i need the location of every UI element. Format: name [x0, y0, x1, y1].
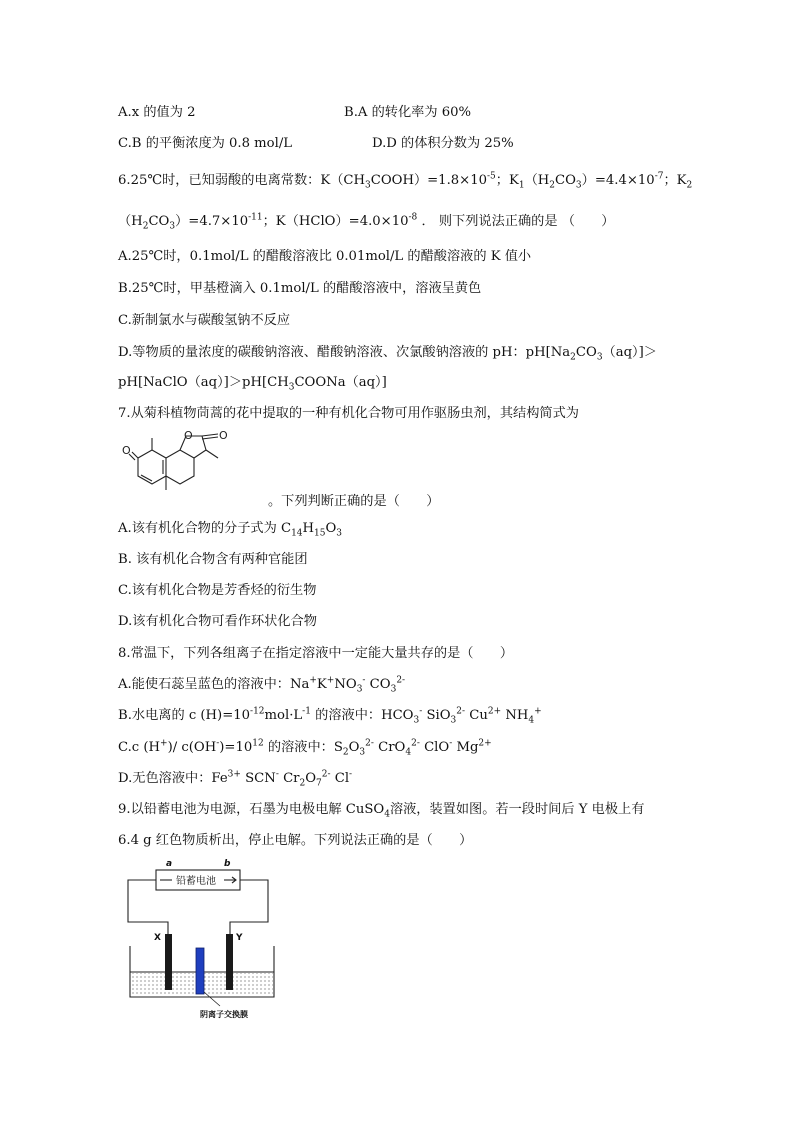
electrode-x	[165, 934, 172, 990]
q7-option-d: D.该有机化合物可看作环状化合物	[118, 614, 317, 629]
terminal-b-label: b	[224, 859, 231, 869]
battery-label: 铅蓄电池	[176, 876, 216, 887]
q7-option-c: C.该有机化合物是芳香烃的衍生物	[118, 583, 317, 598]
q8-option-b: B.水电离的 c $(H)=10^{-12}mol\cdot L^{-1}$ 的溶液中：$HCO_3^-$ SiO$_3^{2-}$ $Cu^{2+}$ $NH_4^+$	[118, 706, 542, 726]
anion-exchange-membrane	[196, 948, 204, 994]
electrode-x-label: X	[154, 933, 161, 943]
molecule-structure	[122, 428, 272, 508]
q7-option-b: B. 该有机化合物含有两种官能团	[118, 552, 308, 567]
q9-stem-line2: 6.4 g 红色物质析出，停止电解。下列说法正确的是（ ）	[118, 833, 473, 848]
molecule-o-left: O	[122, 444, 131, 457]
q6-option-c: C.新制氯水与碳酸氢钠不反应	[118, 313, 291, 328]
q5-option-b: B.A 的转化率为 60%	[344, 105, 472, 120]
molecule-o-carbonyl: O	[219, 429, 228, 442]
q8-option-a: A.能使石蕊呈蓝色的溶液中：$Na^+K^+NO_3^-$ $CO_3^{2-}$	[118, 675, 406, 695]
q9-stem-line1: 9.以铅蓄电池为电源，石墨为电极电解 CuSO$_4$溶液，装置如图。若一段时间后 Y 电极上有	[118, 802, 645, 820]
q7-stem-tail: 。下列判断正确的是（ ）	[268, 494, 440, 509]
q7-option-a: A.该有机化合物的分子式为 $C_{14}H_{15}O_3$	[118, 521, 343, 539]
electrode-y	[226, 934, 233, 990]
q8-option-d: D.无色溶液中：$Fe^{3+}$ SCN- $Cr_2O_7^{2-}$ Cl-	[118, 769, 353, 789]
q5-option-a: A.x 的值为 2	[118, 105, 196, 120]
q6-option-a: A.25℃时，0.1mol/L 的醋酸溶液比 0.01mol/L 的醋酸溶液的 K 值小	[118, 249, 532, 264]
q6-stem-line1: 6.25℃时，已知弱酸的电离常数：$K(CH_3COOH)=1.8\times 10^{-5}$；$K_1(H_2CO_3)=4.4\times 10^{-7}$；$K_2$	[118, 171, 693, 191]
q6-option-d-line2: $pH[NaClO(aq)]>pH[CH_3COONa(aq)]$	[118, 375, 387, 393]
molecule-o-ring: O	[184, 429, 193, 442]
q7-stem: 7.从菊科植物茼蒿的花中提取的一种有机化合物可用作驱肠虫剂，其结构简式为	[118, 406, 579, 421]
q8-option-c: C.c (H+)/ $c(OH^-)=10^{12}$ 的溶液中：$S_2O_3^{2-}$ CrO$_4^{2-}$ ClO- $Mg^{2+}$	[118, 738, 492, 758]
q6-option-b: B.25℃时，甲基橙滴入 0.1mol/L 的醋酸溶液中，溶液呈黄色	[118, 281, 482, 296]
q6-option-d-line1: D.等物质的量浓度的碳酸钠溶液、醋酸钠溶液、次氯酸钠溶液的 pH：$pH[Na_2CO_3(aq)]>$	[118, 345, 657, 363]
electrolysis-diagram	[120, 852, 290, 1022]
q6-stem-line2: $(H_2CO_3)=4.7\times 10^{-11}$；$K(HClO)=4.0\times 10^{-8}$ ． 则下列说法正确的是 （ ）	[118, 212, 615, 232]
membrane-label: 阴离子交换膜	[200, 1010, 248, 1019]
q5-option-d: D.D 的体积分数为 25%	[372, 136, 514, 151]
terminal-a-label: a	[166, 859, 173, 869]
electrode-y-label: Y	[236, 933, 243, 943]
q8-stem: 8.常温下，下列各组离子在指定溶液中一定能大量共存的是（ ）	[118, 646, 514, 661]
q5-option-c: C.B 的平衡浓度为 0.8 mol/L	[118, 136, 293, 151]
